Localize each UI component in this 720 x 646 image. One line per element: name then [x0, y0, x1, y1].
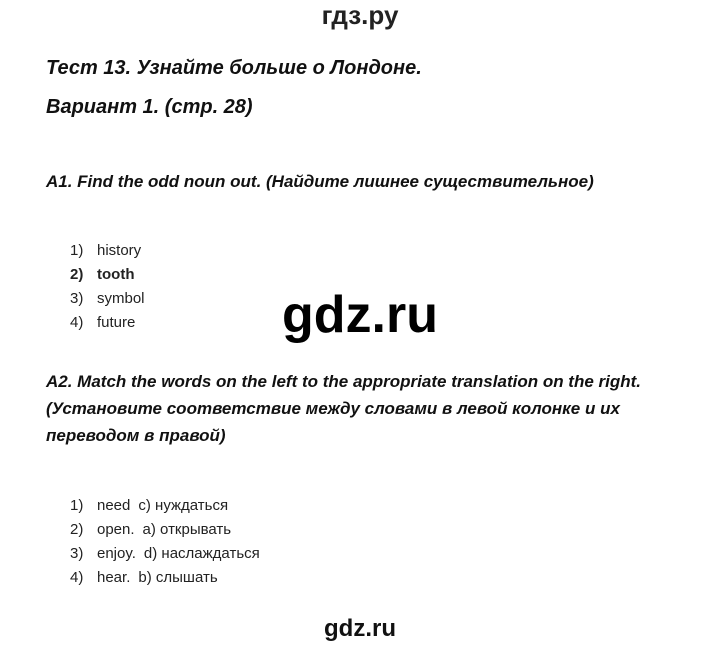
item-translation: d) наслаждаться	[143, 545, 260, 562]
question-a2-line: переводом в правой)	[46, 426, 226, 445]
test-title: Тест 13. Узнайте больше о Лондоне.	[46, 57, 422, 79]
item-text: symbol	[97, 290, 145, 307]
item-number: 2)	[70, 266, 84, 283]
list-item	[70, 566, 260, 590]
item-text: future	[97, 314, 136, 331]
item-number: 4)	[70, 569, 84, 586]
question-a2-line: (Установите соответствие между словами в левой колонке и их	[46, 399, 620, 418]
question-a2	[46, 368, 706, 449]
center-watermark: gdz.ru	[282, 286, 438, 344]
list-item	[70, 518, 260, 542]
list-item	[70, 239, 145, 263]
list-item	[70, 542, 260, 566]
item-translation: b) слышать	[138, 569, 218, 586]
a2-answer-list	[70, 494, 260, 590]
header-watermark: гдз.ру	[321, 0, 399, 30]
item-word: enjoy.	[97, 545, 136, 562]
question-a1: A1. Find the odd noun out. (Найдите лишнее существительное)	[46, 172, 594, 191]
question-a2-line: A2. Match the words on the left to the appropriate translation on the right.	[46, 372, 642, 391]
item-number: 3)	[70, 290, 84, 307]
item-number: 2)	[70, 521, 84, 538]
item-text: tooth	[97, 266, 135, 283]
item-translation: a) открывать	[142, 521, 232, 538]
footer-watermark: gdz.ru	[324, 615, 396, 642]
item-text: history	[97, 242, 142, 259]
item-number: 1)	[70, 242, 84, 259]
item-number: 3)	[70, 545, 84, 562]
item-word: open.	[97, 521, 135, 538]
item-translation: c) нуждаться	[138, 497, 229, 514]
item-word: hear.	[97, 569, 131, 586]
variant-title: Вариант 1. (стр. 28)	[46, 96, 253, 118]
item-number: 4)	[70, 314, 84, 331]
list-item	[70, 494, 260, 518]
item-number: 1)	[70, 497, 84, 514]
item-word: need	[97, 497, 131, 514]
